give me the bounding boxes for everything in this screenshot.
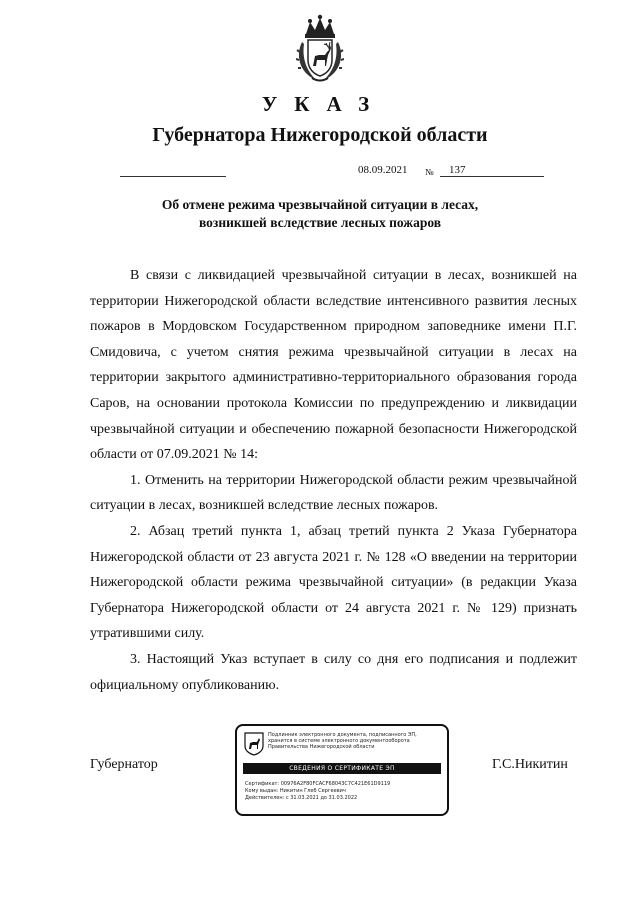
document-number: 137 bbox=[449, 164, 466, 176]
region-logo-icon bbox=[244, 732, 264, 756]
stamp-intro bbox=[268, 732, 446, 751]
body-paragraph-2: 2. Абзац третий пункта 1, абзац третий пункта 2 Указа Губернатора Нижегородской области от 23 августа 2021 г. № 128 «О введении на территории Нижегородской области режима чрезвычайной ситуации» (в редакции Указа Губернатора Нижегородской области от 24 августа 2021 г. № 129) признать утратившими силу. bbox=[90, 523, 577, 642]
stamp-banner: СВЕДЕНИЯ О СЕРТИФИКАТЕ ЭП bbox=[243, 763, 441, 774]
stamp-owner: Кому выдан: Никитин Глеб Сергеевич bbox=[245, 788, 346, 794]
coat-of-arms-emblem bbox=[296, 14, 344, 84]
electronic-signature-stamp bbox=[235, 724, 449, 816]
body-paragraph-1: 1. Отменить на территории Нижегородской области режим чрезвычайной ситуации в лесах, возникшей вследствие лесных пожаров. bbox=[90, 472, 577, 514]
number-sign: № bbox=[425, 167, 434, 177]
signatory-name: Г.С.Никитин bbox=[492, 757, 568, 772]
number-underline bbox=[440, 176, 544, 177]
signatory-position: Губернатор bbox=[90, 757, 158, 772]
document-heading bbox=[100, 196, 540, 232]
stamp-intro-line-3: Правительства Нижегородской области bbox=[268, 744, 375, 751]
body-paragraph-3: 3. Настоящий Указ вступает в силу со дня его подписания и подлежит официальному опубликованию. bbox=[90, 651, 577, 693]
document-type-title: УКАЗ bbox=[261, 92, 387, 116]
stamp-intro-line-2: хранится в системе электронного документооборота bbox=[268, 738, 410, 745]
stamp-certificate: Сертификат: 00976A2F80FCACF68043C7C421E61D9119 bbox=[245, 781, 391, 787]
document-date: 08.09.2021 bbox=[358, 164, 408, 176]
issuer-subtitle: Губернатора Нижегородской области bbox=[152, 124, 488, 146]
heading-line-1: Об отмене режима чрезвычайной ситуации в лесах, bbox=[161, 197, 479, 212]
heading-line-2: возникшей вследствие лесных пожаров bbox=[198, 215, 442, 230]
document-body bbox=[90, 263, 577, 698]
body-paragraph-preamble: В связи с ликвидацией чрезвычайной ситуации в лесах, возникшей на территории Нижегородской области вследствие интенсивного развития лесных пожаров в Мордовском Государственном природном заповеднике имени П.Г. Смидовича, с учетом снятия режима чрезвычайной ситуации в лесах на территории закрытого административно-территориального образования города Саров, на основании протокола Комиссии по предупреждению и ликвидации чрезвычайной ситуации и обеспечению пожарной безопасности Нижегородской области от 07.09.2021 № 14: bbox=[90, 268, 577, 463]
stamp-intro-line-1: Подлинник электронного документа, подписанного ЭП, bbox=[268, 732, 417, 738]
date-blank-line-left bbox=[120, 176, 226, 177]
stamp-validity: Действителен: с 31.03.2021 до 31.03.2022 bbox=[245, 795, 358, 801]
